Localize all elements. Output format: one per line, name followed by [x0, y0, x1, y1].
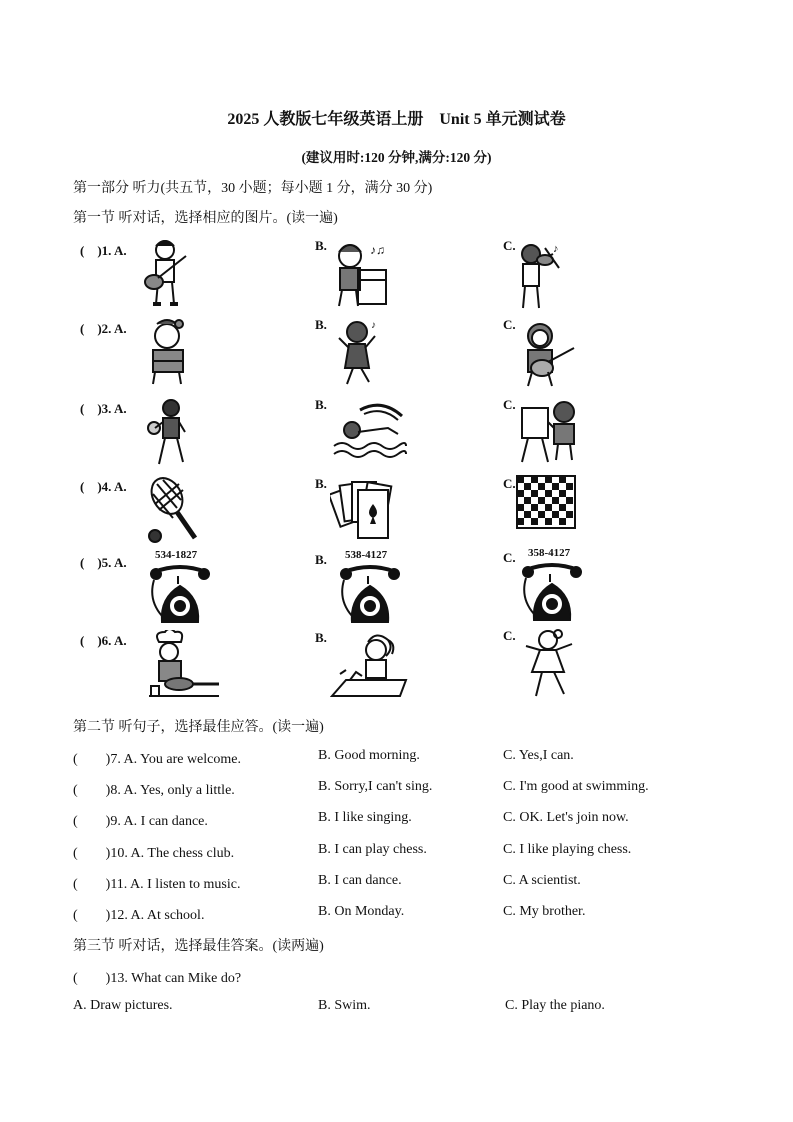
svg-text:♪♫: ♪♫ — [370, 243, 385, 257]
section1-heading: 第一节 听对话，选择相应的图片。(读一遍) — [73, 211, 338, 226]
q2-label: ( )2. A. — [80, 321, 127, 336]
q3-c-label: C. — [503, 397, 516, 412]
tennis-racket-icon[interactable] — [145, 474, 203, 546]
playing-cards-icon[interactable] — [330, 474, 400, 544]
girl-drawing-icon[interactable] — [330, 630, 410, 700]
q13-option-b: B. Swim. — [318, 998, 371, 1013]
q8-option-c: C. I'm good at swimming. — [503, 779, 649, 794]
girl-reading-icon[interactable] — [145, 318, 190, 388]
q12-option-b: B. On Monday. — [318, 904, 405, 919]
q10-option-a: ( )10. A. The chess club. — [73, 846, 235, 861]
q4-b-label: B. — [315, 476, 327, 491]
q12-option-a: ( )12. A. At school. — [73, 908, 205, 923]
girl-cooking-icon[interactable] — [145, 630, 225, 700]
q13-question: ( )13. What can Mike do? — [73, 971, 242, 986]
phone-number-a: 534-1827 — [155, 549, 198, 561]
q1-c-label: C. — [503, 238, 516, 253]
q12-option-c: C. My brother. — [503, 904, 586, 919]
svg-text:♪: ♪ — [371, 320, 376, 331]
q3-b-label: B. — [315, 397, 327, 412]
q11-option-a: ( )11. A. I listen to music. — [73, 877, 241, 892]
part1-heading: 第一部分 听力(共五节，30 小题；每小题 1 分，满分 30 分) — [73, 181, 433, 196]
chessboard-icon[interactable] — [515, 474, 577, 530]
q6-b-label: B. — [315, 630, 327, 645]
telephone-icon[interactable] — [338, 564, 402, 626]
telephone-icon[interactable] — [148, 564, 212, 626]
q3-label: ( )3. A. — [80, 401, 127, 416]
page-subtitle: (建议用时:120 分钟,满分:120 分) — [301, 150, 492, 165]
swimmer-icon[interactable] — [330, 400, 410, 462]
q5-c-label: C. — [503, 550, 516, 565]
boy-guitar-icon[interactable] — [140, 238, 195, 313]
q9-option-b: B. I like singing. — [318, 810, 412, 825]
q5-b-label: B. — [315, 552, 327, 567]
q6-c-label: C. — [503, 628, 516, 643]
q1-label: ( )1. A. — [80, 243, 127, 258]
q2-b-label: B. — [315, 317, 327, 332]
q1-b-label: B. — [315, 238, 327, 253]
q7-option-b: B. Good morning. — [318, 748, 420, 763]
q2-c-label: C. — [503, 317, 516, 332]
girl-dancing-icon[interactable] — [335, 318, 380, 388]
girl-guitar-icon[interactable] — [518, 318, 580, 390]
q9-option-c: C. OK. Let's join now. — [503, 810, 629, 825]
phone-number-c: 358-4127 — [528, 547, 571, 559]
q7-option-a: ( )7. A. You are welcome. — [73, 752, 241, 767]
q8-option-b: B. Sorry,I can't sing. — [318, 779, 433, 794]
q10-option-b: B. I can play chess. — [318, 842, 427, 857]
page-title: 2025 人教版七年级英语上册 Unit 5 单元测试卷 — [227, 111, 566, 128]
svg-text:♪: ♪ — [553, 243, 559, 255]
q10-option-c: C. I like playing chess. — [503, 842, 632, 857]
section3-heading: 第三节 听对话，选择最佳答案。(读两遍) — [73, 939, 324, 954]
section2-heading: 第二节 听句子，选择最佳应答。(读一遍) — [73, 720, 324, 735]
telephone-icon[interactable] — [520, 562, 584, 624]
boy-soccer-icon[interactable] — [145, 398, 190, 470]
q8-option-a: ( )8. A. Yes, only a little. — [73, 783, 235, 798]
q4-c-label: C. — [503, 476, 516, 491]
phone-number-b: 538-4127 — [345, 549, 388, 561]
q6-label: ( )6. A. — [80, 633, 127, 648]
q9-option-a: ( )9. A. I can dance. — [73, 814, 208, 829]
q13-option-a: A. Draw pictures. — [73, 998, 173, 1013]
q7-option-c: C. Yes,I can. — [503, 748, 574, 763]
boy-painting-icon[interactable] — [518, 398, 583, 464]
boy-violin-icon[interactable] — [515, 240, 570, 312]
q5-label: ( )5. A. — [80, 555, 127, 570]
q11-option-b: B. I can dance. — [318, 873, 402, 888]
q4-label: ( )4. A. — [80, 479, 127, 494]
q11-option-c: C. A scientist. — [503, 873, 581, 888]
girl-dancing-icon[interactable] — [520, 628, 578, 700]
boy-piano-icon[interactable] — [330, 240, 390, 312]
q13-option-c: C. Play the piano. — [505, 998, 605, 1013]
